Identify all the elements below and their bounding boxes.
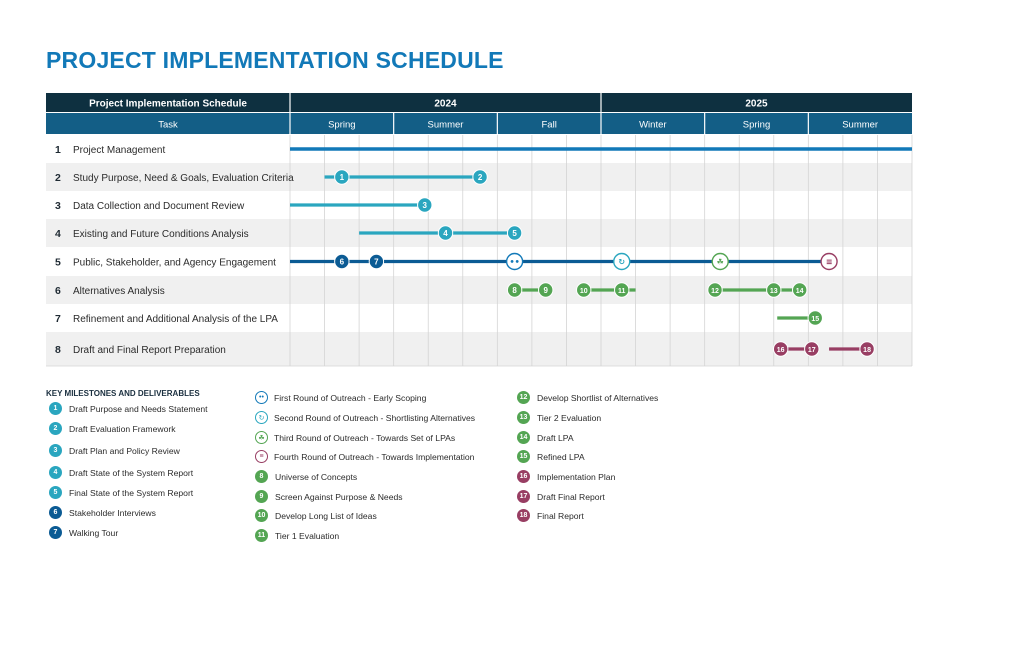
season-label: Fall xyxy=(541,119,557,131)
legend-label: Tier 2 Evaluation xyxy=(537,412,602,423)
plant-icon: ☘ xyxy=(255,431,268,444)
legend-badge: 10 xyxy=(255,509,268,522)
legend-badge: 4 xyxy=(49,466,62,479)
legend-badge: 13 xyxy=(517,411,530,424)
season-label: Summer xyxy=(427,119,464,131)
legend-label: Draft State of the System Report xyxy=(69,467,194,478)
legend-badge: 5 xyxy=(49,486,62,499)
legend-badge: 8 xyxy=(255,470,268,483)
task-number: 6 xyxy=(55,284,61,297)
year-label: 2025 xyxy=(745,98,768,110)
task-column-header: Task xyxy=(158,119,178,131)
legend-title: KEY MILESTONES AND DELIVERABLES xyxy=(46,389,200,398)
task-name: Alternatives Analysis xyxy=(73,285,165,297)
milestone-label: 6 xyxy=(339,257,345,267)
legend-badge: 16 xyxy=(517,470,530,483)
people-group-icon: •• xyxy=(255,391,268,404)
milestone-label: 4 xyxy=(443,228,448,238)
outreach-2-icon-glyph: ↻ xyxy=(618,257,626,267)
task-number: 2 xyxy=(55,171,61,184)
legend-label: Develop Shortlist of Alternatives xyxy=(537,392,659,403)
legend-label: Tier 1 Evaluation xyxy=(275,530,340,541)
legend-label: First Round of Outreach - Early Scoping xyxy=(274,392,427,403)
legend-label: Refined LPA xyxy=(537,451,585,462)
legend-badge: 1 xyxy=(49,402,62,415)
task-name: Existing and Future Conditions Analysis xyxy=(73,228,249,240)
task-name: Data Collection and Document Review xyxy=(73,200,245,212)
outreach-3-icon-glyph: ☘ xyxy=(716,257,724,267)
milestone-label: 8 xyxy=(512,285,517,295)
legend-label: Develop Long List of Ideas xyxy=(275,510,377,521)
milestone-label: 9 xyxy=(543,285,548,295)
legend-badge: 18 xyxy=(517,509,530,522)
clipboard-icon: ≡ xyxy=(255,450,268,463)
legend-badge: 9 xyxy=(255,490,268,503)
task-number: 1 xyxy=(55,143,61,156)
milestone-label: 2 xyxy=(477,172,483,182)
task-number: 4 xyxy=(55,227,61,240)
task-number: 8 xyxy=(55,343,61,356)
legend-label: Draft Final Report xyxy=(537,491,605,502)
milestone-label: 5 xyxy=(512,228,517,238)
outreach-1-icon-glyph: •• xyxy=(509,257,520,267)
milestone-label: 12 xyxy=(711,287,719,295)
legend-badge: 14 xyxy=(517,431,530,444)
task-number: 3 xyxy=(55,199,61,212)
legend-label: Universe of Concepts xyxy=(275,471,358,482)
refresh-icon: ↻ xyxy=(255,411,268,424)
legend-label: Stakeholder Interviews xyxy=(69,507,156,518)
legend-label: Draft Evaluation Framework xyxy=(69,423,176,434)
milestone-label: 7 xyxy=(374,257,379,267)
legend-label: Implementation Plan xyxy=(537,471,616,482)
legend-label: Draft LPA xyxy=(537,432,574,443)
legend-label: Second Round of Outreach - Shortlisting Alternatives xyxy=(274,412,476,423)
legend-label: Fourth Round of Outreach - Towards Implementation xyxy=(274,451,475,462)
task-name: Study Purpose, Need & Goals, Evaluation Criteria xyxy=(73,172,294,184)
milestone-label: 11 xyxy=(618,287,626,295)
legend-label: Draft Purpose and Needs Statement xyxy=(69,403,208,414)
legend-badge: 17 xyxy=(517,490,530,503)
milestone-label: 15 xyxy=(811,315,820,323)
season-label: Winter xyxy=(639,119,667,131)
milestone-label: 1 xyxy=(339,172,345,182)
legend-badge: 11 xyxy=(255,529,268,542)
outreach-4-icon-glyph: ≡ xyxy=(825,257,833,267)
task-name: Public, Stakeholder, and Agency Engagement xyxy=(73,257,276,269)
legend-label: Draft Plan and Policy Review xyxy=(69,445,180,456)
task-number: 7 xyxy=(55,312,61,325)
task-name: Refinement and Additional Analysis of the LPA xyxy=(73,313,278,325)
year-label: 2024 xyxy=(434,98,457,110)
task-number: 5 xyxy=(55,256,61,269)
season-label: Spring xyxy=(742,119,771,131)
milestone-label: 18 xyxy=(863,346,871,354)
task-name: Draft and Final Report Preparation xyxy=(73,344,226,356)
season-label: Spring xyxy=(328,119,356,131)
season-label: Summer xyxy=(842,119,879,131)
legend-badge: 3 xyxy=(49,444,62,457)
task-name: Project Management xyxy=(73,144,166,156)
milestone-label: 10 xyxy=(579,287,588,295)
milestone-label: 16 xyxy=(776,346,785,354)
legend-label: Third Round of Outreach - Towards Set of LPAs xyxy=(274,432,456,443)
milestone-label: 13 xyxy=(769,287,778,295)
legend-badge: 12 xyxy=(517,391,530,404)
milestone-label: 3 xyxy=(422,200,427,210)
legend-label: Final State of the System Report xyxy=(69,487,194,498)
legend-badge: 7 xyxy=(49,526,62,539)
legend-label: Screen Against Purpose & Needs xyxy=(275,491,403,502)
legend-label: Final Report xyxy=(537,510,584,521)
milestone-label: 17 xyxy=(807,346,816,354)
legend-badge: 6 xyxy=(49,506,62,519)
legend-label: Walking Tour xyxy=(69,527,119,538)
header-label: Project Implementation Schedule xyxy=(89,98,247,110)
page-title: PROJECT IMPLEMENTATION SCHEDULE xyxy=(46,47,504,73)
legend-badge: 15 xyxy=(517,450,530,463)
milestone-label: 14 xyxy=(795,287,804,295)
legend-badge: 2 xyxy=(49,422,62,435)
